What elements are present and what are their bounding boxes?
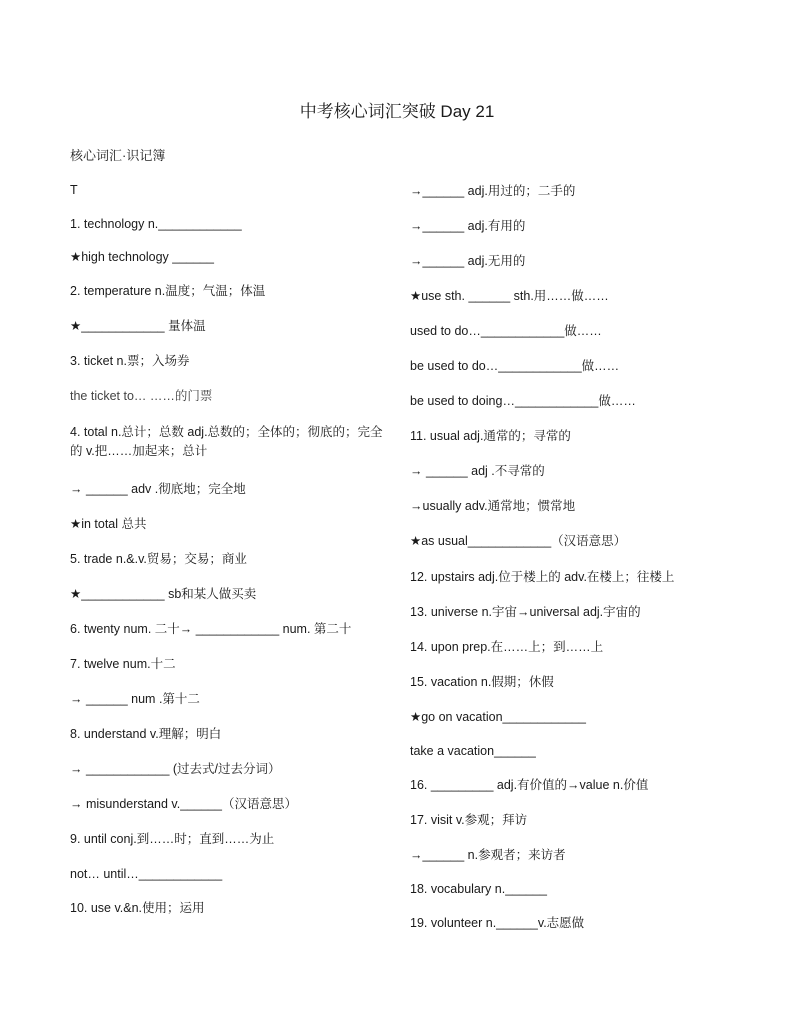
list-item: 9. until conj.到……时；直到……为止 [70, 832, 275, 846]
list-item: 3. ticket n.票；入场券 [70, 354, 190, 368]
list-item: → ____________ (过去式/过去分词） [70, 762, 281, 776]
list-item: 14. upon prep.在……上；到……上 [410, 640, 604, 654]
list-item: 12. upstairs adj.位于楼上的 adv.在楼上；往楼上 [410, 570, 675, 584]
list-item: used to do…____________做…… [410, 324, 602, 338]
list-item: 10. use v.&n.使用；运用 [70, 901, 205, 915]
list-item: 6. twenty num. 二十→ ____________ num. 第二十 [70, 622, 352, 636]
list-item: → ______ adv .彻底地；完全地 [70, 482, 246, 496]
list-item: ★as usual____________（汉语意思） [410, 534, 627, 548]
list-item: 8. understand v.理解；明白 [70, 727, 222, 741]
list-item: 17. visit v.参观；拜访 [410, 813, 528, 827]
list-item: →______ n.参观者；来访者 [410, 848, 566, 862]
list-item: →______ adj.无用的 [410, 254, 526, 268]
list-item: 7. twelve num.十二 [70, 657, 176, 671]
list-item: 2. temperature n.温度；气温；体温 [70, 284, 266, 298]
list-item: not… until…____________ [70, 867, 223, 881]
list-item: → misunderstand v.______（汉语意思） [70, 797, 297, 811]
list-item: ★in total 总共 [70, 517, 147, 531]
list-item: T [70, 183, 78, 197]
list-item: 15. vacation n.假期；休假 [410, 675, 554, 689]
list-item: take a vacation______ [410, 744, 536, 758]
list-item: →______ adj.有用的 [410, 219, 526, 233]
list-item: 18. vocabulary n.______ [410, 882, 547, 896]
section-subtitle: 核心词汇·识记簿 [70, 148, 166, 163]
list-item: 5. trade n.&.v.贸易；交易；商业 [70, 552, 247, 566]
list-item: → ______ adj .不寻常的 [410, 464, 545, 478]
list-item: ★____________ 量体温 [70, 319, 206, 333]
list-item: be used to do…____________做…… [410, 359, 620, 373]
list-item: →usually adv.通常地；惯常地 [410, 499, 576, 513]
list-item: 13. universe n.宇宙→universal adj.宇宙的 [410, 605, 641, 619]
list-item: be used to doing…____________做…… [410, 394, 636, 408]
list-item: 11. usual adj.通常的；寻常的 [410, 429, 571, 443]
list-item: ★go on vacation____________ [410, 710, 586, 724]
list-item: 4. total n.总计；总数 adj.总数的；全体的；彻底的；完全的 v.把……加起来；总计 [70, 425, 383, 458]
list-item: the ticket to… ……的门票 [70, 389, 213, 403]
list-item: → ______ num .第十二 [70, 692, 200, 706]
list-item: ★use sth. ______ sth.用……做…… [410, 289, 609, 303]
list-item: 19. volunteer n.______v.志愿做 [410, 916, 585, 930]
list-item: ★____________ sb和某人做买卖 [70, 587, 257, 601]
list-item: 1. technology n.____________ [70, 217, 242, 231]
list-item: 16. _________ adj.有价值的→value n.价值 [410, 778, 649, 792]
list-item: ★high technology ______ [70, 250, 214, 264]
page-title: 中考核心词汇突破 Day 21 [299, 102, 495, 121]
list-item: →______ adj.用过的；二手的 [410, 184, 576, 198]
